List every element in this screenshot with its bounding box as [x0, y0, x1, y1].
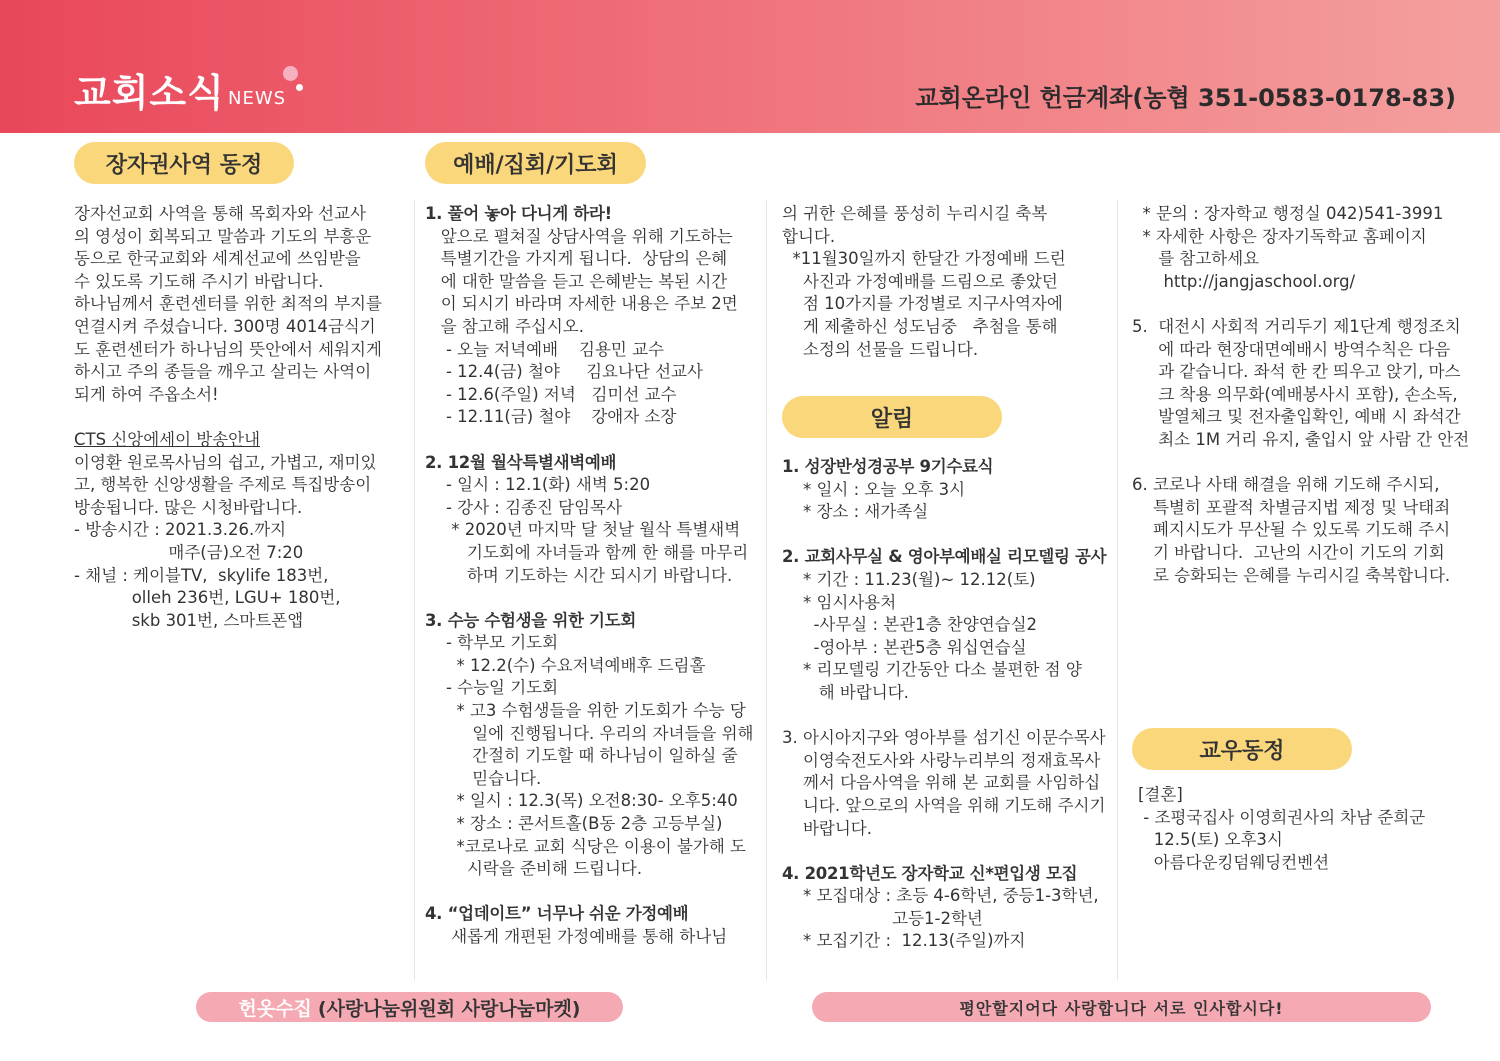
text-line: 에 대한 말씀을 듣고 은혜받는 복된 시간: [425, 271, 728, 291]
column-jangja: [74, 203, 404, 632]
text-line: * 일시 : 12.3(목) 오전8:30- 오후5:40: [425, 791, 738, 811]
text-line: * 기간 : 11.23(월)~ 12.12(토): [782, 569, 1036, 589]
text-line: 수 있도록 기도해 주시기 바랍니다.: [74, 271, 324, 291]
text-line: * 12.2(수) 수요저녁예배후 드림홀: [425, 655, 706, 675]
column-worship: [425, 203, 760, 949]
text-line: 의 영성이 회복되고 말씀과 기도의 부흥운: [74, 226, 372, 246]
text-line: [결혼]: [1138, 785, 1183, 804]
text-line: - 채널 : 케이블TV, skylife 183번,: [74, 565, 329, 585]
text-line: - 일시 : 12.1(화) 새벽 5:20: [425, 475, 651, 495]
text-line: * 문의 : 장자학교 행정실 042)541-3991: [1132, 204, 1444, 223]
column-notice: [782, 456, 1117, 953]
text-line: skb 301번, 스마트폰앱: [74, 610, 304, 630]
text-line: 기도회에 자녀들과 함께 한 해를 마무리: [425, 542, 749, 562]
text-line: 게 제출하신 성도님중 추첨을 통해: [782, 316, 1058, 336]
text-line: 특별기간을 가지게 됩니다. 상담의 은혜: [425, 249, 728, 269]
text-line: - 12.6(주일) 저녁 김미선 교수: [425, 384, 677, 404]
text-line: * 임시사용처: [782, 592, 897, 612]
column-divider: [414, 200, 415, 980]
text-line: - 강사 : 김종진 담임목사: [425, 497, 622, 517]
text-line: 고등1-2학년: [782, 908, 983, 928]
header-banner: [0, 0, 1500, 133]
text-line: - 수능일 기도회: [425, 678, 559, 698]
text-line: 아름다운킹덤웨딩컨벤션: [1138, 852, 1330, 872]
text-line: 소정의 선물을 드립니다.: [782, 339, 979, 359]
text-line: 4. 2021학년도 장자학교 신*편입생 모집: [782, 863, 1078, 883]
text-line: 바랍니다.: [782, 818, 872, 838]
text-line: 고, 행복한 신앙생활을 주제로 특집방송이: [74, 475, 372, 495]
text-line: * 장소 : 새가족실: [782, 502, 929, 522]
column-divider: [766, 200, 767, 980]
clothing-drive-detail: (사랑나눔위원회 사랑나눔마켓): [317, 997, 581, 1020]
text-line: [782, 840, 1117, 863]
offering-account: 교회온라인 헌금계좌(농협 351-0583-0178-83): [915, 84, 1456, 112]
text-line: 1. 풀어 놓아 다니게 하라!: [425, 204, 612, 223]
cts-heading: CTS 신앙에세이 방송안내: [74, 429, 261, 449]
text-line: [782, 705, 1117, 728]
text-line: 믿습니다.: [425, 768, 542, 788]
section-heading-notice: 알림: [782, 396, 1002, 438]
page-title: 교회소식: [74, 71, 225, 115]
text-line: 이영숙전도사와 사랑누리부의 정재효목사: [782, 750, 1101, 770]
text-line: 앞으로 펼쳐질 상담사역을 위해 기도하는: [425, 226, 733, 246]
text-line: 하나님께서 훈련센터를 위한 최적의 부지를: [74, 294, 382, 314]
text-line: 께서 다음사역을 위해 본 교회를 사임하십: [782, 773, 1101, 793]
text-line: 2. 12월 월삭특별새벽예배: [425, 452, 617, 472]
text-line: -사무실 : 본관1층 찬양연습실2: [782, 615, 1038, 635]
text-line: - 12.11(금) 철야 강애자 소장: [425, 407, 677, 427]
text-line: 기 바랍니다. 고난의 시간이 기도의 기회: [1132, 542, 1445, 562]
decor-dot-small-icon: [296, 84, 303, 91]
column-divider: [1117, 200, 1118, 980]
text-line: 도 훈련센터가 하나님의 뜻안에서 세워지게: [74, 339, 382, 359]
text-line: 연결시켜 주셨습니다. 300명 4014금식기: [74, 316, 376, 336]
text-line: [425, 429, 760, 452]
text-line: 를 참고하세요: [1132, 249, 1260, 269]
text-line: [425, 881, 760, 904]
text-line: *코로나로 교회 식당은 이용이 불가해 도: [425, 836, 746, 856]
text-line: 동으로 한국교회와 세계선교에 쓰임받을: [74, 249, 361, 269]
clothing-drive-label: 헌옷수집: [238, 997, 312, 1020]
text-line: * 자세한 사항은 장자기독학교 홈페이지: [1132, 226, 1427, 246]
column-worship-continued: [782, 203, 1112, 361]
section-heading-members: 교우동정: [1132, 728, 1352, 770]
text-line: - 조평국집사 이영희권사의 차남 준희군: [1138, 807, 1426, 827]
text-line: 3. 아시아지구와 영아부를 섬기신 이문수목사: [782, 728, 1106, 748]
text-line: 해 바랍니다.: [782, 682, 909, 702]
text-line: 의 귀한 은혜를 풍성히 누리시길 축복: [782, 204, 1048, 223]
text-line: 새롭게 개편된 가정예배를 통해 하나님: [425, 927, 728, 946]
text-line: 장자선교회 사역을 통해 목회자와 선교사: [74, 204, 366, 223]
text-line: 크 착용 의무화(예배봉사시 포함), 손소독,: [1132, 384, 1458, 404]
text-line: 2. 교회사무실 & 영아부예배실 리모델링 공사: [782, 547, 1107, 567]
text-line: 이 되시기 바라며 자세한 내용은 주보 2면: [425, 294, 738, 314]
text-line: 5. 대전시 사회적 거리두기 제1단계 행정조치: [1132, 316, 1461, 336]
text-line: [1132, 293, 1477, 316]
text-line: * 장소 : 콘서트홀(B동 2층 고등부실): [425, 814, 723, 834]
text-line: - 오늘 저녁예배 김용민 교수: [425, 339, 664, 359]
text-line: * 일시 : 오늘 오후 3시: [782, 479, 966, 499]
text-line: 시락을 준비해 드립니다.: [425, 859, 643, 879]
text-line: 하시고 주의 종들을 깨우고 살리는 사역이: [74, 362, 372, 382]
clothing-drive-banner: [196, 992, 623, 1022]
text-line: olleh 236번, LGU+ 180번,: [74, 588, 341, 608]
text-line: * 모집대상 : 초등 4-6학년, 중등1-3학년,: [782, 886, 1099, 906]
text-line: 로 승화되는 은혜를 누리시길 축복합니다.: [1132, 565, 1451, 585]
text-line: * 리모델링 기간동안 다소 불편한 점 양: [782, 660, 1082, 680]
decor-dot-icon: [283, 66, 298, 81]
text-line: *11월30일까지 한달간 가정예배 드린: [782, 249, 1066, 269]
text-line: 6. 코로나 사태 해결을 위해 기도해 주시되,: [1132, 475, 1440, 495]
text-line: 사진과 가정예배를 드림으로 좋았던: [782, 271, 1058, 291]
text-line: 을 참고해 주십시오.: [425, 316, 584, 336]
text-line: - 12.4(금) 철야 김요나단 선교사: [425, 362, 703, 382]
text-line: [425, 587, 760, 610]
text-line: -영아부 : 본관5층 워십연습실: [782, 637, 1027, 657]
column-members: [1138, 784, 1478, 874]
text-line: 점 10가지를 가정별로 지구사역자에: [782, 294, 1063, 314]
text-line: 특별히 포괄적 차별금지법 제정 및 낙태죄: [1132, 497, 1451, 517]
text-line: * 고3 수험생들을 위한 기도회가 수능 당: [425, 701, 746, 721]
section-heading-worship: 예배/집회/기도회: [425, 142, 646, 184]
text-line: 발열체크 및 전자출입확인, 예배 시 좌석간: [1132, 407, 1461, 427]
text-line: 폐지시도가 무산될 수 있도록 기도해 주시: [1132, 520, 1451, 540]
section-heading-jangja: 장자권사역 동정: [74, 142, 294, 184]
text-line: 이영환 원로목사님의 쉽고, 가볍고, 재미있: [74, 452, 377, 472]
school-homepage-link[interactable]: http://jangjaschool.org/: [1132, 271, 1356, 291]
text-line: 일에 진행됩니다. 우리의 자녀들을 위해: [425, 723, 754, 743]
text-line: 합니다.: [782, 226, 836, 246]
text-line: 4. “업데이트” 너무나 쉬운 가정예배: [425, 904, 689, 924]
text-line: 과 같습니다. 좌석 한 칸 띄우고 앉기, 마스: [1132, 362, 1461, 382]
text-line: 니다. 앞으로의 사역을 위해 기도해 주시기: [782, 795, 1106, 815]
text-line: 최소 1M 거리 유지, 출입시 앞 사람 간 안전: [1132, 429, 1470, 449]
text-line: 되게 하여 주옵소서!: [74, 384, 219, 404]
text-line: 1. 성장반성경공부 9기수료식: [782, 457, 994, 476]
text-line: 하며 기도하는 시간 되시기 바랍니다.: [425, 565, 733, 585]
text-line: 3. 수능 수험생을 위한 기도회: [425, 610, 636, 630]
text-line: - 방송시간 : 2021.3.26.까지: [74, 520, 287, 540]
text-line: 12.5(토) 오후3시: [1138, 830, 1283, 850]
text-line: 매주(금)오전 7:20: [74, 542, 304, 562]
text-line: [74, 406, 404, 429]
page-title-sub: NEWS: [228, 88, 287, 109]
text-line: [1132, 452, 1477, 475]
text-line: [782, 524, 1117, 547]
text-line: 간절히 기도할 때 하나님이 일하실 줄: [425, 746, 738, 766]
text-line: * 모집기간 : 12.13(주일)까지: [782, 931, 1026, 951]
text-line: 에 따라 현장대면예배시 방역수칙은 다음: [1132, 339, 1451, 359]
text-line: * 2020년 마지막 달 첫날 월삭 특별새벽: [425, 520, 741, 540]
column-notice-continued: [1132, 203, 1477, 587]
text-line: 방송됩니다. 많은 시청바랍니다.: [74, 497, 303, 517]
text-line: - 학부모 기도회: [425, 633, 559, 653]
greeting-banner: 평안할지어다 사랑합니다 서로 인사합시다!: [812, 992, 1431, 1022]
